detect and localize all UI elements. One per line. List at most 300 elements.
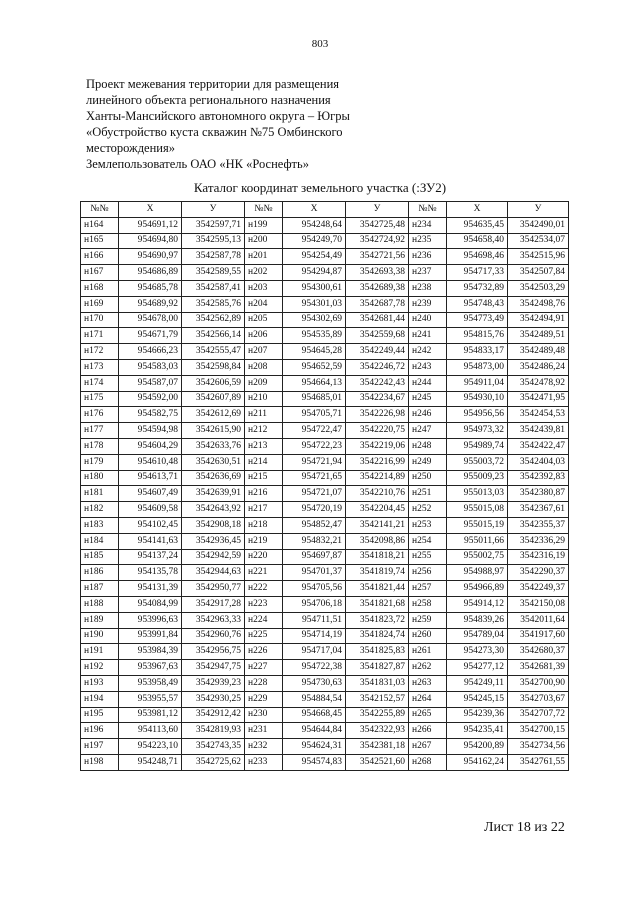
y-coordinate-cell: 3541825,83	[346, 644, 409, 660]
x-coordinate-cell: 954697,87	[283, 549, 346, 565]
x-coordinate-cell: 954720,19	[283, 502, 346, 518]
table-body	[81, 217, 569, 770]
y-coordinate-cell: 3542381,18	[346, 739, 409, 755]
table-row	[81, 391, 569, 407]
point-id-cell: н210	[245, 391, 283, 407]
table-row	[81, 454, 569, 470]
point-id-cell: н252	[409, 502, 447, 518]
point-id-cell: н246	[409, 407, 447, 423]
x-coordinate-cell: 954200,89	[447, 739, 508, 755]
x-coordinate-cell: 954248,64	[283, 217, 346, 233]
x-coordinate-cell: 954574,83	[283, 754, 346, 770]
point-id-cell: н235	[409, 233, 447, 249]
point-id-cell: н236	[409, 249, 447, 265]
x-coordinate-cell: 954084,99	[119, 596, 182, 612]
y-coordinate-cell: 3542498,76	[508, 296, 569, 312]
point-id-cell: н260	[409, 628, 447, 644]
y-coordinate-cell: 3542534,07	[508, 233, 569, 249]
y-coordinate-cell: 3542555,47	[182, 344, 245, 360]
x-coordinate-cell: 954773,49	[447, 312, 508, 328]
point-id-cell: н264	[409, 691, 447, 707]
x-coordinate-cell: 954685,01	[283, 391, 346, 407]
x-coordinate-cell: 954930,10	[447, 391, 508, 407]
x-coordinate-cell: 954592,00	[119, 391, 182, 407]
column-header: У	[346, 202, 409, 218]
point-id-cell: н221	[245, 565, 283, 581]
table-row	[81, 754, 569, 770]
y-coordinate-cell: 3542607,89	[182, 391, 245, 407]
x-coordinate-cell: 954966,89	[447, 581, 508, 597]
point-id-cell: н218	[245, 517, 283, 533]
column-header: №№	[245, 202, 283, 218]
y-coordinate-cell: 3542639,91	[182, 486, 245, 502]
point-id-cell: н213	[245, 438, 283, 454]
x-coordinate-cell: 954635,45	[447, 217, 508, 233]
column-header: X	[447, 202, 508, 218]
x-coordinate-cell: 953984,39	[119, 644, 182, 660]
y-coordinate-cell: 3542595,13	[182, 233, 245, 249]
x-coordinate-cell: 954294,87	[283, 265, 346, 281]
point-id-cell: н220	[245, 549, 283, 565]
x-coordinate-cell: 954678,00	[119, 312, 182, 328]
x-coordinate-cell: 954833,17	[447, 344, 508, 360]
table-row	[81, 296, 569, 312]
y-coordinate-cell: 3542507,84	[508, 265, 569, 281]
y-coordinate-cell: 3542585,76	[182, 296, 245, 312]
x-coordinate-cell: 954711,51	[283, 612, 346, 628]
table-row	[81, 675, 569, 691]
y-coordinate-cell: 3542490,01	[508, 217, 569, 233]
table-row	[81, 596, 569, 612]
y-coordinate-cell: 3542612,69	[182, 407, 245, 423]
point-id-cell: н187	[81, 581, 119, 597]
point-id-cell: н199	[245, 217, 283, 233]
point-id-cell: н169	[81, 296, 119, 312]
table-row	[81, 438, 569, 454]
y-coordinate-cell: 3542912,42	[182, 707, 245, 723]
x-coordinate-cell: 954873,00	[447, 359, 508, 375]
point-id-cell: н248	[409, 438, 447, 454]
column-header: X	[119, 202, 182, 218]
y-coordinate-cell: 3542687,78	[346, 296, 409, 312]
y-coordinate-cell: 3541818,21	[346, 549, 409, 565]
point-id-cell: н196	[81, 723, 119, 739]
y-coordinate-cell: 3542693,38	[346, 265, 409, 281]
y-coordinate-cell: 3542630,51	[182, 454, 245, 470]
y-coordinate-cell: 3542380,87	[508, 486, 569, 502]
x-coordinate-cell: 954722,47	[283, 423, 346, 439]
point-id-cell: н176	[81, 407, 119, 423]
point-id-cell: н254	[409, 533, 447, 549]
y-coordinate-cell: 3542963,33	[182, 612, 245, 628]
y-coordinate-cell: 3541824,74	[346, 628, 409, 644]
x-coordinate-cell: 954113,60	[119, 723, 182, 739]
point-id-cell: н197	[81, 739, 119, 755]
y-coordinate-cell: 3542219,06	[346, 438, 409, 454]
point-id-cell: н257	[409, 581, 447, 597]
table-title: Каталог координат земельного участка (:ЗУ2)	[193, 180, 447, 195]
point-id-cell: н239	[409, 296, 447, 312]
point-id-cell: н179	[81, 454, 119, 470]
y-coordinate-cell: 3542290,37	[508, 565, 569, 581]
y-coordinate-cell: 3542589,55	[182, 265, 245, 281]
x-coordinate-cell: 954691,12	[119, 217, 182, 233]
point-id-cell: н211	[245, 407, 283, 423]
x-coordinate-cell: 954607,49	[119, 486, 182, 502]
point-id-cell: н206	[245, 328, 283, 344]
x-coordinate-cell: 954658,40	[447, 233, 508, 249]
x-coordinate-cell: 954644,84	[283, 723, 346, 739]
point-id-cell: н182	[81, 502, 119, 518]
point-id-cell: н238	[409, 280, 447, 296]
x-coordinate-cell: 954254,49	[283, 249, 346, 265]
header-line: «Обустройство куста скважин №75 Омбинского	[86, 125, 343, 139]
x-coordinate-cell: 954732,89	[447, 280, 508, 296]
y-coordinate-cell: 3541821,44	[346, 581, 409, 597]
point-id-cell: н181	[81, 486, 119, 502]
x-coordinate-cell: 954721,07	[283, 486, 346, 502]
y-coordinate-cell: 3542944,63	[182, 565, 245, 581]
y-coordinate-cell: 3542220,75	[346, 423, 409, 439]
x-coordinate-cell: 954884,54	[283, 691, 346, 707]
y-coordinate-cell: 3542819,93	[182, 723, 245, 739]
point-id-cell: н212	[245, 423, 283, 439]
y-coordinate-cell: 3541917,60	[508, 628, 569, 644]
x-coordinate-cell: 954131,39	[119, 581, 182, 597]
point-id-cell: н224	[245, 612, 283, 628]
table-row	[81, 344, 569, 360]
table-row	[81, 328, 569, 344]
page-number: 803	[311, 38, 329, 50]
point-id-cell: н180	[81, 470, 119, 486]
x-coordinate-cell: 955003,72	[447, 454, 508, 470]
x-coordinate-cell: 954301,03	[283, 296, 346, 312]
point-id-cell: н191	[81, 644, 119, 660]
column-header: У	[508, 202, 569, 218]
point-id-cell: н240	[409, 312, 447, 328]
point-id-cell: н166	[81, 249, 119, 265]
point-id-cell: н165	[81, 233, 119, 249]
x-coordinate-cell: 954701,37	[283, 565, 346, 581]
x-coordinate-cell: 954748,43	[447, 296, 508, 312]
y-coordinate-cell: 3542606,59	[182, 375, 245, 391]
y-coordinate-cell: 3542150,08	[508, 596, 569, 612]
y-coordinate-cell: 3542234,67	[346, 391, 409, 407]
x-coordinate-cell: 954102,45	[119, 517, 182, 533]
x-coordinate-cell: 954135,78	[119, 565, 182, 581]
x-coordinate-cell: 954162,24	[447, 754, 508, 770]
y-coordinate-cell: 3542226,98	[346, 407, 409, 423]
x-coordinate-cell: 954613,71	[119, 470, 182, 486]
point-id-cell: н175	[81, 391, 119, 407]
x-coordinate-cell: 954248,71	[119, 754, 182, 770]
y-coordinate-cell: 3542336,29	[508, 533, 569, 549]
y-coordinate-cell: 3542956,75	[182, 644, 245, 660]
y-coordinate-cell: 3541827,87	[346, 660, 409, 676]
y-coordinate-cell: 3541831,03	[346, 675, 409, 691]
table-row	[81, 612, 569, 628]
y-coordinate-cell: 3542478,92	[508, 375, 569, 391]
x-coordinate-cell: 954689,92	[119, 296, 182, 312]
point-id-cell: н265	[409, 707, 447, 723]
point-id-cell: н189	[81, 612, 119, 628]
point-id-cell: н171	[81, 328, 119, 344]
y-coordinate-cell: 3542689,38	[346, 280, 409, 296]
point-id-cell: н204	[245, 296, 283, 312]
y-coordinate-cell: 3542249,37	[508, 581, 569, 597]
x-coordinate-cell: 954852,47	[283, 517, 346, 533]
y-coordinate-cell: 3542566,14	[182, 328, 245, 344]
table-row	[81, 423, 569, 439]
point-id-cell: н178	[81, 438, 119, 454]
y-coordinate-cell: 3542908,18	[182, 517, 245, 533]
point-id-cell: н207	[245, 344, 283, 360]
point-id-cell: н249	[409, 454, 447, 470]
y-coordinate-cell: 3542724,92	[346, 233, 409, 249]
table-row	[81, 249, 569, 265]
project-header	[86, 76, 386, 172]
y-coordinate-cell: 3542249,44	[346, 344, 409, 360]
table-row	[81, 407, 569, 423]
table-row	[81, 660, 569, 676]
y-coordinate-cell: 3542322,93	[346, 723, 409, 739]
point-id-cell: н205	[245, 312, 283, 328]
y-coordinate-cell: 3541823,72	[346, 612, 409, 628]
y-coordinate-cell: 3542725,62	[182, 754, 245, 770]
y-coordinate-cell: 3542633,76	[182, 438, 245, 454]
point-id-cell: н167	[81, 265, 119, 281]
x-coordinate-cell: 954587,07	[119, 375, 182, 391]
point-id-cell: н227	[245, 660, 283, 676]
x-coordinate-cell: 954535,89	[283, 328, 346, 344]
x-coordinate-cell: 954832,21	[283, 533, 346, 549]
x-coordinate-cell: 954235,41	[447, 723, 508, 739]
y-coordinate-cell: 3542486,24	[508, 359, 569, 375]
y-coordinate-cell: 3542255,89	[346, 707, 409, 723]
point-id-cell: н172	[81, 344, 119, 360]
point-id-cell: н232	[245, 739, 283, 755]
y-coordinate-cell: 3542515,96	[508, 249, 569, 265]
x-coordinate-cell: 953991,84	[119, 628, 182, 644]
y-coordinate-cell: 3542950,77	[182, 581, 245, 597]
x-coordinate-cell: 954245,15	[447, 691, 508, 707]
point-id-cell: н201	[245, 249, 283, 265]
x-coordinate-cell: 954239,36	[447, 707, 508, 723]
x-coordinate-cell: 955013,03	[447, 486, 508, 502]
x-coordinate-cell: 954722,38	[283, 660, 346, 676]
y-coordinate-cell: 3542936,45	[182, 533, 245, 549]
point-id-cell: н190	[81, 628, 119, 644]
table-row	[81, 312, 569, 328]
point-id-cell: н251	[409, 486, 447, 502]
header-line: месторождения»	[86, 141, 175, 155]
point-id-cell: н243	[409, 359, 447, 375]
x-coordinate-cell: 954668,45	[283, 707, 346, 723]
y-coordinate-cell: 3542439,81	[508, 423, 569, 439]
x-coordinate-cell: 954973,32	[447, 423, 508, 439]
point-id-cell: н253	[409, 517, 447, 533]
point-id-cell: н223	[245, 596, 283, 612]
point-id-cell: н209	[245, 375, 283, 391]
x-coordinate-cell: 954722,23	[283, 438, 346, 454]
column-header: №№	[409, 202, 447, 218]
x-coordinate-cell: 954714,19	[283, 628, 346, 644]
x-coordinate-cell: 954989,74	[447, 438, 508, 454]
x-coordinate-cell: 954706,18	[283, 596, 346, 612]
x-coordinate-cell: 954911,04	[447, 375, 508, 391]
x-coordinate-cell: 954249,70	[283, 233, 346, 249]
x-coordinate-cell: 955011,66	[447, 533, 508, 549]
table-row	[81, 628, 569, 644]
table-header-row	[81, 202, 569, 218]
table-row	[81, 359, 569, 375]
point-id-cell: н200	[245, 233, 283, 249]
y-coordinate-cell: 3542636,69	[182, 470, 245, 486]
y-coordinate-cell: 3542011,64	[508, 612, 569, 628]
y-coordinate-cell: 3542707,72	[508, 707, 569, 723]
x-coordinate-cell: 954141,63	[119, 533, 182, 549]
y-coordinate-cell: 3542098,86	[346, 533, 409, 549]
x-coordinate-cell: 954604,29	[119, 438, 182, 454]
x-coordinate-cell: 954705,71	[283, 407, 346, 423]
x-coordinate-cell: 954914,12	[447, 596, 508, 612]
point-id-cell: н259	[409, 612, 447, 628]
x-coordinate-cell: 954685,78	[119, 280, 182, 296]
y-coordinate-cell: 3542242,43	[346, 375, 409, 391]
x-coordinate-cell: 954815,76	[447, 328, 508, 344]
x-coordinate-cell: 955015,19	[447, 517, 508, 533]
x-coordinate-cell: 954698,46	[447, 249, 508, 265]
y-coordinate-cell: 3542725,48	[346, 217, 409, 233]
x-coordinate-cell: 954717,33	[447, 265, 508, 281]
y-coordinate-cell: 3542494,91	[508, 312, 569, 328]
point-id-cell: н193	[81, 675, 119, 691]
y-coordinate-cell: 3542930,25	[182, 691, 245, 707]
y-coordinate-cell: 3542204,45	[346, 502, 409, 518]
y-coordinate-cell: 3542598,84	[182, 359, 245, 375]
y-coordinate-cell: 3542367,61	[508, 502, 569, 518]
point-id-cell: н198	[81, 754, 119, 770]
table-row	[81, 707, 569, 723]
y-coordinate-cell: 3542680,37	[508, 644, 569, 660]
y-coordinate-cell: 3542216,99	[346, 454, 409, 470]
table-row	[81, 581, 569, 597]
point-id-cell: н267	[409, 739, 447, 755]
point-id-cell: н261	[409, 644, 447, 660]
x-coordinate-cell: 954582,75	[119, 407, 182, 423]
x-coordinate-cell: 954273,30	[447, 644, 508, 660]
x-coordinate-cell: 953967,63	[119, 660, 182, 676]
point-id-cell: н177	[81, 423, 119, 439]
point-id-cell: н225	[245, 628, 283, 644]
point-id-cell: н233	[245, 754, 283, 770]
y-coordinate-cell: 3542721,56	[346, 249, 409, 265]
y-coordinate-cell: 3542960,76	[182, 628, 245, 644]
point-id-cell: н263	[409, 675, 447, 691]
point-id-cell: н244	[409, 375, 447, 391]
y-coordinate-cell: 3542141,21	[346, 517, 409, 533]
point-id-cell: н164	[81, 217, 119, 233]
table-row	[81, 517, 569, 533]
point-id-cell: н183	[81, 517, 119, 533]
table-row	[81, 691, 569, 707]
y-coordinate-cell: 3542734,56	[508, 739, 569, 755]
x-coordinate-cell: 954686,89	[119, 265, 182, 281]
table-row	[81, 739, 569, 755]
table-row	[81, 565, 569, 581]
x-coordinate-cell: 954717,04	[283, 644, 346, 660]
y-coordinate-cell: 3542454,53	[508, 407, 569, 423]
point-id-cell: н173	[81, 359, 119, 375]
point-id-cell: н268	[409, 754, 447, 770]
point-id-cell: н255	[409, 549, 447, 565]
y-coordinate-cell: 3542743,35	[182, 739, 245, 755]
column-header: №№	[81, 202, 119, 218]
point-id-cell: н195	[81, 707, 119, 723]
table-row	[81, 265, 569, 281]
x-coordinate-cell: 954137,24	[119, 549, 182, 565]
table-row	[81, 217, 569, 233]
y-coordinate-cell: 3542939,23	[182, 675, 245, 691]
x-coordinate-cell: 954594,98	[119, 423, 182, 439]
point-id-cell: н168	[81, 280, 119, 296]
y-coordinate-cell: 3542503,29	[508, 280, 569, 296]
y-coordinate-cell: 3542489,51	[508, 328, 569, 344]
x-coordinate-cell: 954789,04	[447, 628, 508, 644]
column-header: X	[283, 202, 346, 218]
point-id-cell: н217	[245, 502, 283, 518]
x-coordinate-cell: 954277,12	[447, 660, 508, 676]
y-coordinate-cell: 3542597,71	[182, 217, 245, 233]
point-id-cell: н202	[245, 265, 283, 281]
column-header: У	[182, 202, 245, 218]
y-coordinate-cell: 3541821,68	[346, 596, 409, 612]
table-row	[81, 280, 569, 296]
x-coordinate-cell: 954690,97	[119, 249, 182, 265]
point-id-cell: н174	[81, 375, 119, 391]
point-id-cell: н231	[245, 723, 283, 739]
point-id-cell: н229	[245, 691, 283, 707]
header-line: Ханты-Мансийского автономного округа – Югры	[86, 109, 350, 123]
x-coordinate-cell: 953996,63	[119, 612, 182, 628]
header-line: линейного объекта регионального назначения	[86, 93, 331, 107]
y-coordinate-cell: 3542681,44	[346, 312, 409, 328]
y-coordinate-cell: 3542942,59	[182, 549, 245, 565]
point-id-cell: н188	[81, 596, 119, 612]
y-coordinate-cell: 3542210,76	[346, 486, 409, 502]
point-id-cell: н215	[245, 470, 283, 486]
x-coordinate-cell: 954705,56	[283, 581, 346, 597]
x-coordinate-cell: 955015,08	[447, 502, 508, 518]
y-coordinate-cell: 3542316,19	[508, 549, 569, 565]
table-row	[81, 233, 569, 249]
y-coordinate-cell: 3542422,47	[508, 438, 569, 454]
point-id-cell: н194	[81, 691, 119, 707]
x-coordinate-cell: 954956,56	[447, 407, 508, 423]
x-coordinate-cell: 954988,97	[447, 565, 508, 581]
x-coordinate-cell: 954302,69	[283, 312, 346, 328]
x-coordinate-cell: 954721,65	[283, 470, 346, 486]
y-coordinate-cell: 3542471,95	[508, 391, 569, 407]
point-id-cell: н247	[409, 423, 447, 439]
x-coordinate-cell: 954839,26	[447, 612, 508, 628]
point-id-cell: н185	[81, 549, 119, 565]
header-line: Землепользователь ОАО «НК «Роснефть»	[86, 157, 309, 171]
point-id-cell: н250	[409, 470, 447, 486]
y-coordinate-cell: 3542246,72	[346, 359, 409, 375]
y-coordinate-cell: 3542404,03	[508, 454, 569, 470]
y-coordinate-cell: 3542681,39	[508, 660, 569, 676]
